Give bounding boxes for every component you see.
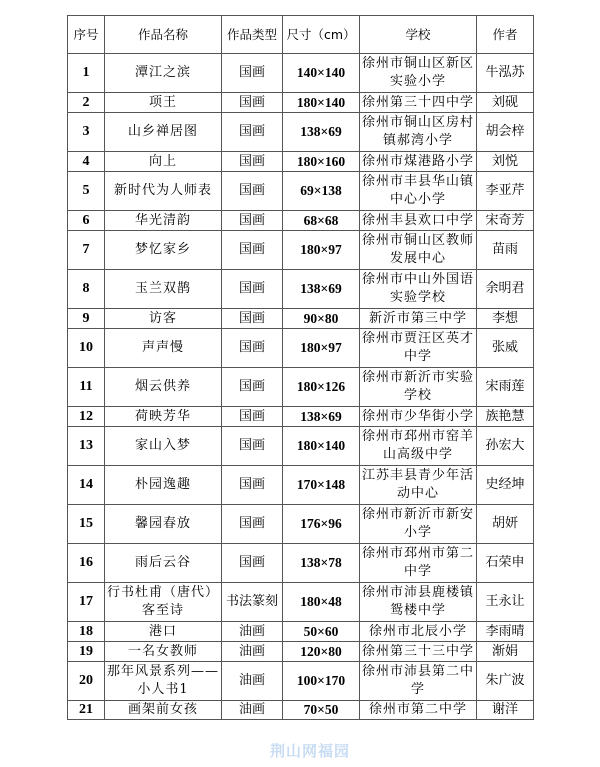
- header-author: 作者: [477, 16, 534, 54]
- cell-school: 江苏丰县青少年活动中心: [360, 466, 477, 505]
- cell-no: 16: [68, 544, 105, 583]
- cell-no: 6: [68, 211, 105, 231]
- cell-type: 国画: [222, 211, 283, 231]
- table-row: [68, 622, 534, 642]
- cell-no: 2: [68, 93, 105, 113]
- cell-author: 胡妍: [477, 505, 534, 544]
- cell-author: 宋雨莲: [477, 368, 534, 407]
- cell-size: 180×48: [283, 583, 360, 622]
- cell-school: 徐州市铜山区教师发展中心: [360, 231, 477, 270]
- cell-size: 100×170: [283, 662, 360, 701]
- table-row: [68, 113, 534, 152]
- cell-size: 180×126: [283, 368, 360, 407]
- cell-type: 国画: [222, 407, 283, 427]
- header-type: 作品类型: [222, 16, 283, 54]
- cell-size: 138×69: [283, 113, 360, 152]
- cell-author: 刘砚: [477, 93, 534, 113]
- cell-author: 李雨晴: [477, 622, 534, 642]
- cell-school: 徐州市丰县华山镇中心小学: [360, 172, 477, 211]
- cell-title: 港口: [105, 622, 222, 642]
- cell-title: 那年风景系列——小人书1: [105, 662, 222, 701]
- cell-size: 180×140: [283, 427, 360, 466]
- cell-school: 新沂市第三中学: [360, 309, 477, 329]
- cell-author: 族艳慧: [477, 407, 534, 427]
- table-row: [68, 544, 534, 583]
- cell-type: 国画: [222, 93, 283, 113]
- cell-author: 苗雨: [477, 231, 534, 270]
- cell-author: 石荣申: [477, 544, 534, 583]
- cell-type: 国画: [222, 544, 283, 583]
- cell-type: 国画: [222, 172, 283, 211]
- cell-size: 180×97: [283, 231, 360, 270]
- cell-author: 刘悦: [477, 152, 534, 172]
- cell-type: 国画: [222, 368, 283, 407]
- cell-title: 新时代为人师表: [105, 172, 222, 211]
- header-title: 作品名称: [105, 16, 222, 54]
- table-row: [68, 231, 534, 270]
- cell-school: 徐州市沛县第二中学: [360, 662, 477, 701]
- cell-author: 张威: [477, 329, 534, 368]
- table-row: [68, 642, 534, 662]
- table-row: [68, 309, 534, 329]
- cell-size: 170×148: [283, 466, 360, 505]
- cell-type: 国画: [222, 54, 283, 93]
- cell-size: 138×69: [283, 270, 360, 309]
- cell-title: 梦忆家乡: [105, 231, 222, 270]
- cell-school: 徐州市第二中学: [360, 701, 477, 720]
- cell-type: 国画: [222, 113, 283, 152]
- cell-author: 李亚芹: [477, 172, 534, 211]
- cell-school: 徐州市新沂市实验学校: [360, 368, 477, 407]
- cell-size: 180×160: [283, 152, 360, 172]
- cell-type: 国画: [222, 270, 283, 309]
- table-row: [68, 368, 534, 407]
- cell-title: 家山入梦: [105, 427, 222, 466]
- cell-school: 徐州市邳州市窑羊山高级中学: [360, 427, 477, 466]
- cell-author: 王永让: [477, 583, 534, 622]
- cell-school: 徐州市邳州市第二中学: [360, 544, 477, 583]
- cell-school: 徐州丰县欢口中学: [360, 211, 477, 231]
- cell-title: 访客: [105, 309, 222, 329]
- cell-title: 雨后云谷: [105, 544, 222, 583]
- cell-no: 1: [68, 54, 105, 93]
- cell-no: 8: [68, 270, 105, 309]
- cell-no: 19: [68, 642, 105, 662]
- cell-title: 山乡禅居图: [105, 113, 222, 152]
- cell-size: 120×80: [283, 642, 360, 662]
- cell-school: 徐州市贾汪区英才中学: [360, 329, 477, 368]
- cell-type: 国画: [222, 309, 283, 329]
- table-row: [68, 662, 534, 701]
- cell-no: 4: [68, 152, 105, 172]
- cell-size: 180×97: [283, 329, 360, 368]
- cell-type: 油画: [222, 622, 283, 642]
- cell-school: 徐州市铜山区房村镇郝湾小学: [360, 113, 477, 152]
- cell-title: 荷映芳华: [105, 407, 222, 427]
- cell-type: 国画: [222, 505, 283, 544]
- table-row: [68, 427, 534, 466]
- header-no: 序号: [68, 16, 105, 54]
- cell-author: 谢洋: [477, 701, 534, 720]
- cell-type: 油画: [222, 642, 283, 662]
- header-school: 学校: [360, 16, 477, 54]
- table-row: [68, 211, 534, 231]
- cell-no: 10: [68, 329, 105, 368]
- cell-no: 5: [68, 172, 105, 211]
- cell-no: 9: [68, 309, 105, 329]
- cell-size: 138×78: [283, 544, 360, 583]
- cell-type: 国画: [222, 231, 283, 270]
- table-row: [68, 583, 534, 622]
- cell-type: 书法篆刻: [222, 583, 283, 622]
- cell-size: 176×96: [283, 505, 360, 544]
- cell-title: 馨园春放: [105, 505, 222, 544]
- cell-no: 20: [68, 662, 105, 701]
- cell-size: 90×80: [283, 309, 360, 329]
- cell-size: 140×140: [283, 54, 360, 93]
- cell-author: 史经坤: [477, 466, 534, 505]
- cell-size: 68×68: [283, 211, 360, 231]
- table-row: [68, 466, 534, 505]
- cell-school: 徐州市北辰小学: [360, 622, 477, 642]
- cell-no: 18: [68, 622, 105, 642]
- cell-type: 国画: [222, 329, 283, 368]
- cell-no: 17: [68, 583, 105, 622]
- table-row: [68, 172, 534, 211]
- cell-title: 一名女教师: [105, 642, 222, 662]
- cell-title: 向上: [105, 152, 222, 172]
- cell-school: 徐州第三十四中学: [360, 93, 477, 113]
- cell-school: 徐州市新沂市新安小学: [360, 505, 477, 544]
- cell-author: 牛泓苏: [477, 54, 534, 93]
- cell-size: 138×69: [283, 407, 360, 427]
- cell-author: 孙宏大: [477, 427, 534, 466]
- cell-title: 画架前女孩: [105, 701, 222, 720]
- cell-author: 余明君: [477, 270, 534, 309]
- header-size: 尺寸（cm）: [283, 16, 360, 54]
- cell-no: 13: [68, 427, 105, 466]
- cell-author: 渐娟: [477, 642, 534, 662]
- cell-author: 李想: [477, 309, 534, 329]
- cell-size: 180×140: [283, 93, 360, 113]
- cell-title: 朴园逸趣: [105, 466, 222, 505]
- cell-school: 徐州市煤港路小学: [360, 152, 477, 172]
- table-row: [68, 93, 534, 113]
- table-row: [68, 329, 534, 368]
- cell-school: 徐州市铜山区新区实验小学: [360, 54, 477, 93]
- cell-school: 徐州市沛县鹿楼镇鸳楼中学: [360, 583, 477, 622]
- cell-author: 胡会梓: [477, 113, 534, 152]
- cell-no: 7: [68, 231, 105, 270]
- cell-school: 徐州市少华街小学: [360, 407, 477, 427]
- cell-size: 50×60: [283, 622, 360, 642]
- cell-no: 11: [68, 368, 105, 407]
- cell-no: 14: [68, 466, 105, 505]
- cell-title: 声声慢: [105, 329, 222, 368]
- cell-title: 潭江之滨: [105, 54, 222, 93]
- cell-author: 朱广波: [477, 662, 534, 701]
- cell-no: 3: [68, 113, 105, 152]
- cell-school: 徐州市中山外国语实验学校: [360, 270, 477, 309]
- table-row: [68, 701, 534, 720]
- cell-title: 项王: [105, 93, 222, 113]
- cell-school: 徐州第三十三中学: [360, 642, 477, 662]
- table-row: [68, 505, 534, 544]
- cell-no: 12: [68, 407, 105, 427]
- table-row: [68, 270, 534, 309]
- header-row: [68, 16, 534, 54]
- cell-type: 国画: [222, 427, 283, 466]
- cell-no: 15: [68, 505, 105, 544]
- cell-no: 21: [68, 701, 105, 720]
- cell-size: 70×50: [283, 701, 360, 720]
- table-row: [68, 407, 534, 427]
- cell-title: 行书杜甫（唐代）客至诗: [105, 583, 222, 622]
- table-row: [68, 54, 534, 93]
- cell-title: 玉兰双鹊: [105, 270, 222, 309]
- cell-title: 华光清韵: [105, 211, 222, 231]
- table-row: [68, 152, 534, 172]
- cell-type: 油画: [222, 662, 283, 701]
- watermark: 荆山网福园: [270, 742, 351, 760]
- cell-title: 烟云供养: [105, 368, 222, 407]
- cell-author: 宋奇芳: [477, 211, 534, 231]
- cell-type: 国画: [222, 152, 283, 172]
- cell-type: 油画: [222, 701, 283, 720]
- artwork-table: [67, 15, 534, 720]
- cell-size: 69×138: [283, 172, 360, 211]
- cell-type: 国画: [222, 466, 283, 505]
